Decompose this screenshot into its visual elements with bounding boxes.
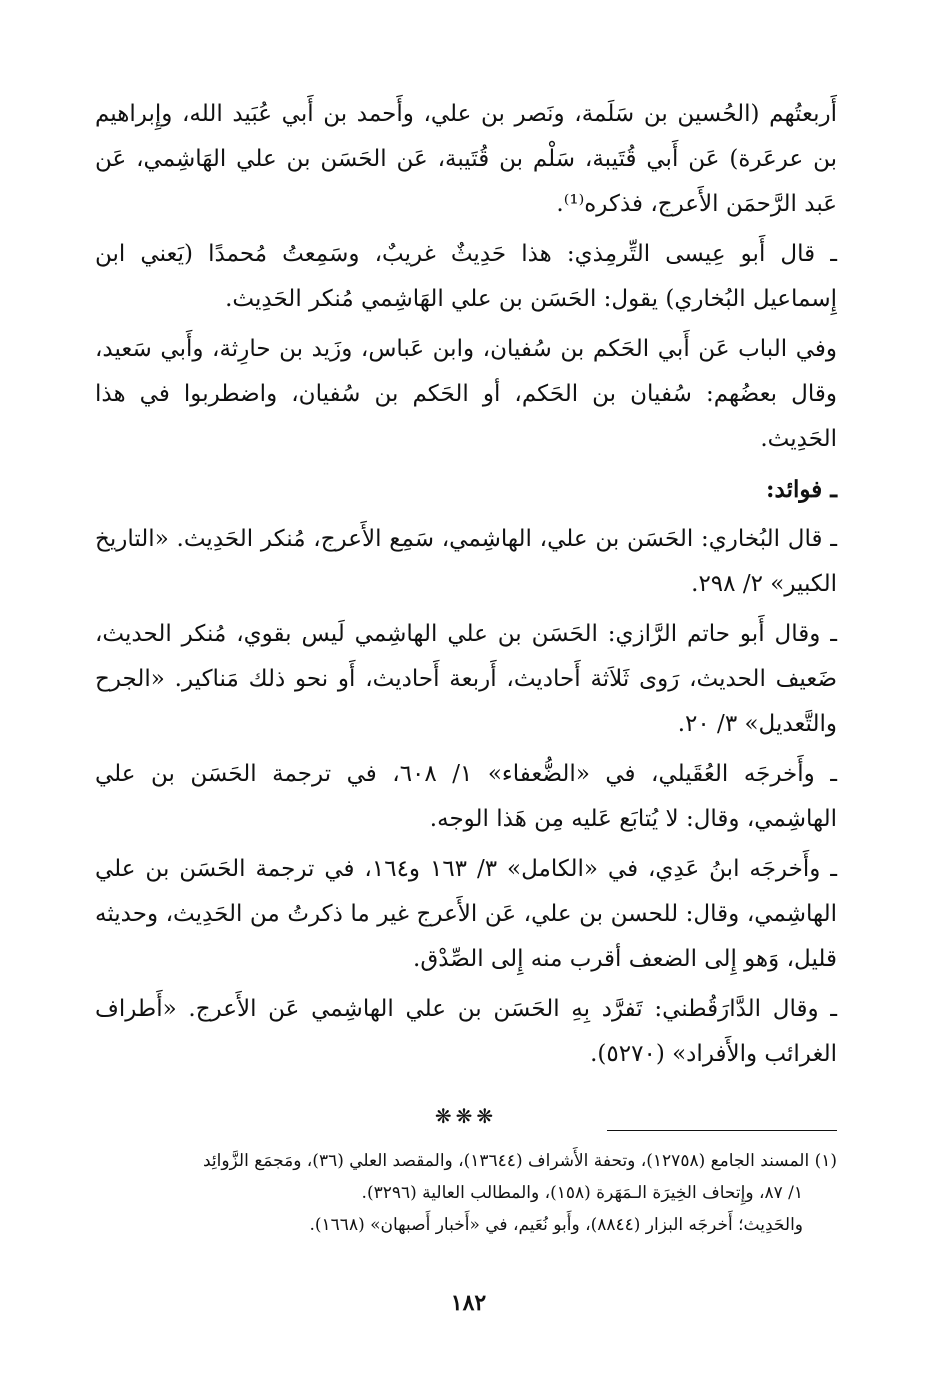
paragraph-bukhari: ـ قال البُخاري: الحَسَن بن علي، الهاشِمي، سَمِع الأَعرج، مُنكر الحَدِيث. «التاريخ الكبير» ٢/ ٢٩٨. <box>95 526 837 597</box>
footnote-divider <box>607 1130 837 1131</box>
footnote-line: ١/ ٨٧، وإِتحاف الخِيرَة الـمَهَرة (١٥٨)، والمطالب العالية (٣٢٩٦). <box>361 1183 803 1203</box>
footnote-line: والحَدِيث؛ أَخرجَه البزار (٨٨٤٤)، وأَبو نُعَيم، في «أَخبار أَصبهان» (١٦٦٨). <box>309 1215 803 1235</box>
section-separator: ❋❋❋ <box>434 1104 498 1128</box>
main-text <box>95 92 837 1077</box>
fawaid-heading: ـ فوائد: <box>766 476 837 503</box>
paragraph-ibn-adi: ـ وأَخرجَه ابنُ عَدِي، في «الكامل» ٣/ ١٦٣ و١٦٤، في ترجمة الحَسَن بن علي الهاشِمي، وقال: للحسن بن علي، عَن الأَعرج غير ما ذكرتُ من الحَدِيث، وحديثه قليل، وَهو إِلى الضعف أقرب منه إِلى الصِّدْق. <box>95 856 838 972</box>
paragraph-chain: أَربعتُهم (الحُسين بن سَلَمة، ونَصر بن علي، وأَحمد بن أَبي عُبَيد الله، وإِبراهيم بن عرعَرة) عَن أَبي قُتَيبة، سَلْم بن قُتَيبة، عَن الحَسَن بن علي الهَاشِمي، عَن عَبد الرَّحمَن الأَعرج، فذكره⁽¹⁾. <box>95 101 837 217</box>
paragraph-abu-hatim: ـ وقال أَبو حاتم الرَّازي: الحَسَن بن علي الهاشِمي لَيس بقوي، مُنكر الحديث، ضَعيف الحديث، رَوى ثَلاَثة أَحاديث، أَربعة أَحاديث، أَو نحو ذلك مَناكير. «الجرح والتَّعديل» ٣/ ٢٠. <box>95 621 837 737</box>
footnotes <box>95 1130 837 1241</box>
paragraph-daraqutni: ـ وقال الدَّارَقُطني: تَفرَّد بِهِ الحَسَن بن علي الهاشِمي عَن الأَعرج. «أَطراف الغرائب والأَفراد» (٥٢٧٠). <box>95 996 837 1067</box>
footnote-line: (١) المسند الجامع (١٢٧٥٨)، وتحفة الأَشراف (١٣٦٤٤)، والمقصد العلي (٣٦)، ومَجمَع الزَّوائِد <box>202 1151 837 1171</box>
paragraph-uqayli: ـ وأَخرجَه العُقَيلي، في «الضُّعفاء» ١/ ٦٠٨، في ترجمة الحَسَن بن علي الهاشِمي، وقال: لا يُتابَع عَليه مِن هَذا الوجه. <box>95 761 837 832</box>
paragraph-tirmidhi: ـ قال أَبو عِيسى التِّرمِذي: هذا حَدِيثٌ غريبٌ، وسَمِعتُ مُحمدًا (يَعني ابن إِسماعيل البُخاري) يقول: الحَسَن بن علي الهَاشِمي مُنكر الحَدِيث. <box>95 241 837 312</box>
page-number: ١٨٢ <box>450 1290 487 1316</box>
paragraph-bab: وفي الباب عَن أَبي الحَكم بن سُفيان، وابن عَباس، وزَيد بن حارِثة، وأَبي سَعيد، وقال بعضُهم: سُفيان بن الحَكم، أو الحَكم بن سُفيان، واضطربوا في هذا الحَدِيث. <box>95 336 837 452</box>
